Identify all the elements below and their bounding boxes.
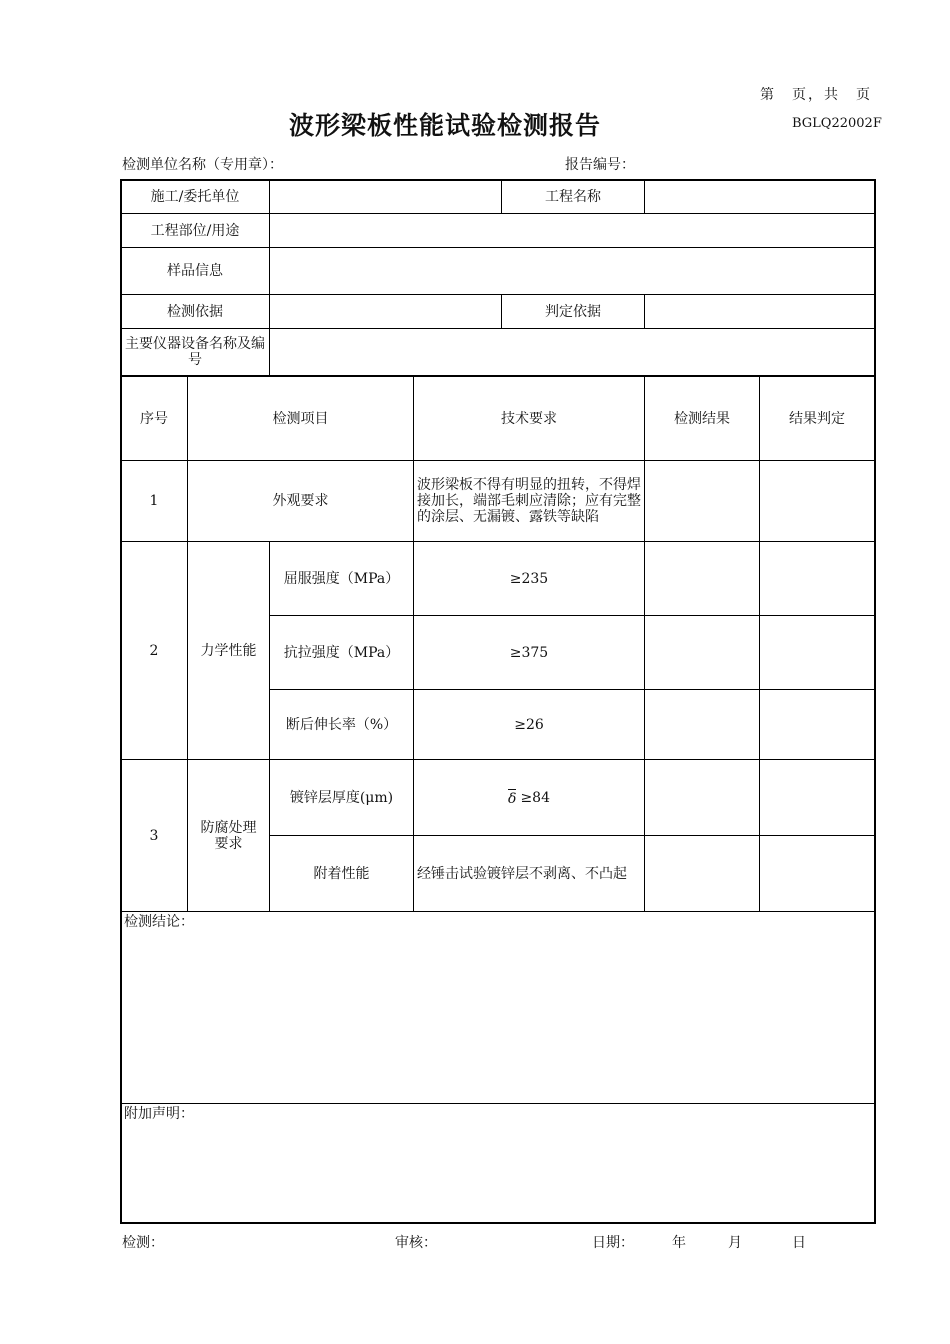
conclusion-label: 检测结论： xyxy=(124,914,194,930)
page-info: 第 页，共 页 xyxy=(760,87,872,103)
row3-sub1-label: 镀锌层厚度(μm) xyxy=(289,789,394,806)
row3-sub2-judgement-field[interactable] xyxy=(760,836,874,911)
row1-result-field[interactable] xyxy=(645,461,759,541)
judgement-basis-label: 判定依据 xyxy=(545,303,601,320)
statement-area[interactable] xyxy=(121,1104,874,1222)
row2-sub2-label: 抗拉强度（MPa） xyxy=(283,644,400,661)
test-basis-label: 检测依据 xyxy=(167,303,223,320)
client-field[interactable] xyxy=(270,180,501,213)
row2-group: 力学性能 xyxy=(200,642,257,659)
row1-requirement: 波形梁板不得有明显的扭转，不得焊接加长，端部毛刺应清除；应有完整的涂层、无漏镀、露铁等缺陷 xyxy=(417,477,641,525)
table-bottom-border xyxy=(120,1222,876,1224)
row2-sub1-judgement-field[interactable] xyxy=(760,542,874,615)
row2-sub3-label: 断后伸长率（%） xyxy=(285,716,398,733)
col-header-judgement: 结果判定 xyxy=(789,410,845,427)
date-day: 日 xyxy=(792,1235,806,1251)
report-code: BGLQ22002F xyxy=(792,116,882,131)
row3-group: 防腐处理要求 xyxy=(200,819,257,852)
row3-sub1-judgement-field[interactable] xyxy=(760,760,874,835)
reviewer-label: 审核： xyxy=(395,1235,437,1251)
sample-info-label: 样品信息 xyxy=(167,263,223,279)
row3-sub2-requirement: 经锤击试验镀锌层不剥离、不凸起 xyxy=(417,865,627,882)
location-label: 工程部位/用途 xyxy=(150,222,240,239)
equipment-label: 主要仪器设备名称及编号 xyxy=(125,336,265,368)
date-year: 年 xyxy=(672,1235,686,1251)
row1-judgement-field[interactable] xyxy=(760,461,874,541)
col-header-requirement: 技术要求 xyxy=(501,410,557,427)
col-header-no: 序号 xyxy=(140,410,168,427)
report-number-label: 报告编号： xyxy=(565,157,635,173)
row2-sub1-label: 屈服强度（MPa） xyxy=(283,570,400,587)
report-title: 波形梁板性能试验检测报告 xyxy=(288,111,601,140)
test-basis-field[interactable] xyxy=(270,295,501,328)
row1-item: 外观要求 xyxy=(272,493,329,509)
client-label: 施工/委托单位 xyxy=(150,188,240,205)
col-header-result: 检测结果 xyxy=(674,410,730,427)
row1-no: 1 xyxy=(149,493,159,509)
row3-sub2-result-field[interactable] xyxy=(645,836,759,911)
row2-sub3-requirement: ≥26 xyxy=(514,716,544,733)
row3-sub1-requirement xyxy=(414,760,644,835)
row2-sub2-judgement-field[interactable] xyxy=(760,616,874,689)
judgement-basis-field[interactable] xyxy=(645,295,874,328)
row2-sub3-judgement-field[interactable] xyxy=(760,690,874,759)
testing-unit-label: 检测单位名称（专用章）： xyxy=(122,157,283,173)
row3-sub1-result-field[interactable] xyxy=(645,760,759,835)
statement-label: 附加声明： xyxy=(124,1106,194,1122)
row2-sub1-requirement: ≥235 xyxy=(509,570,549,587)
location-field[interactable] xyxy=(270,214,874,247)
table-right-border xyxy=(874,179,876,1224)
row2-sub1-result-field[interactable] xyxy=(645,542,759,615)
tester-label: 检测： xyxy=(122,1235,164,1251)
project-name-field[interactable] xyxy=(645,180,874,213)
equipment-field[interactable] xyxy=(270,329,874,375)
row3-no: 3 xyxy=(149,827,159,844)
col-header-item: 检测项目 xyxy=(272,410,329,427)
project-name-label: 工程名称 xyxy=(545,188,601,205)
row2-sub3-result-field[interactable] xyxy=(645,690,759,759)
conclusion-area[interactable] xyxy=(121,912,874,1103)
date-label: 日期： xyxy=(592,1235,634,1251)
row2-no: 2 xyxy=(149,642,159,659)
date-month: 月 xyxy=(728,1235,742,1251)
row3-sub2-label: 附着性能 xyxy=(313,865,370,882)
row2-sub2-result-field[interactable] xyxy=(645,616,759,689)
delta-mean-symbol: δ xyxy=(508,791,517,807)
sample-info-field[interactable] xyxy=(270,248,874,294)
row2-sub2-requirement: ≥375 xyxy=(509,644,549,661)
row3-sub1-requirement-value: ≥84 xyxy=(520,789,550,806)
